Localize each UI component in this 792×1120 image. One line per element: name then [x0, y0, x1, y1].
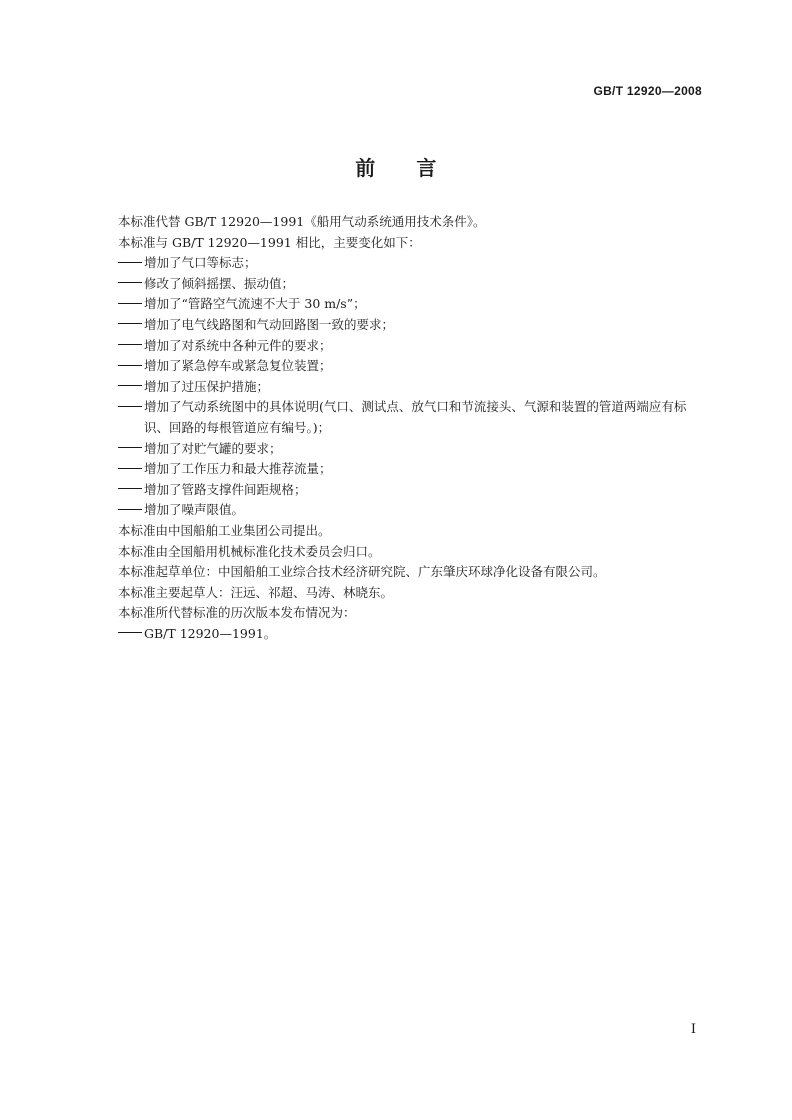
- list-item-text: 增加了工作压力和最大推荐流量；: [144, 461, 332, 477]
- list-item-text: 修改了倾斜摇摆、振动值；: [144, 275, 295, 291]
- closing-paragraph: 本标准所代替标准的历次版本发布情况为：: [118, 605, 356, 621]
- intro-paragraph: 本标准代替 GB/T 12920—1991《船用气动系统通用技术条件》。: [118, 214, 486, 229]
- list-item: [118, 315, 708, 336]
- list-item: [118, 294, 708, 315]
- page-number: I: [690, 1022, 696, 1037]
- dash-marker: [118, 274, 144, 295]
- list-item: [118, 459, 708, 480]
- list-item-text: 增加了对贮气罐的要求；: [144, 440, 282, 456]
- list-item-text: 增加了气口等标志；: [144, 255, 257, 271]
- closing-paragraph: 本标准由全国船用机械标准化技术委员会归口。: [118, 543, 381, 559]
- standard-number: GB/T 12920—2008: [593, 84, 702, 98]
- list-item-text: 增加了“管路空气流速不大于 30 m/s”；: [144, 296, 366, 312]
- list-item: [118, 274, 708, 295]
- list-item-text: 增加了管路支撑件间距规格；: [144, 481, 307, 497]
- list-item: [118, 624, 708, 645]
- intro-paragraph: 本标准与 GB/T 12920—1991 相比，主要变化如下：: [118, 234, 421, 250]
- list-item: [118, 439, 708, 460]
- dash-marker: [118, 397, 144, 438]
- dash-marker: [118, 336, 144, 357]
- dash-marker: [118, 439, 144, 460]
- page-title: 前 言: [355, 156, 437, 180]
- dash-marker: [118, 500, 144, 521]
- list-item-text: 增加了气动系统图中的具体说明(气口、测试点、放气口和节流接头、气源和装置的管道两端应有标识、回路的每根管道应有编号。)；: [144, 399, 687, 435]
- dash-marker: [118, 315, 144, 336]
- list-item: [118, 377, 708, 398]
- list-item: [118, 480, 708, 501]
- dash-marker: [118, 459, 144, 480]
- dash-marker: [118, 294, 144, 315]
- dash-marker: [118, 624, 144, 645]
- list-item: [118, 336, 708, 357]
- foreword-body: [118, 212, 708, 644]
- dash-marker: [118, 377, 144, 398]
- list-item-text: 增加了紧急停车或紧急复位装置；: [144, 358, 332, 374]
- list-item: [118, 500, 708, 521]
- list-item-text: 增加了噪声限值。: [144, 502, 245, 518]
- closing-paragraph: 本标准主要起草人：汪远、祁超、马涛、林晓东。: [118, 584, 394, 600]
- dash-marker: [118, 253, 144, 274]
- list-item: [118, 397, 708, 438]
- closing-paragraph: 本标准由中国船舶工业集团公司提出。: [118, 522, 331, 538]
- closing-paragraph: 本标准起草单位：中国船舶工业综合技术经济研究院、广东肇庆环球净化设备有限公司。: [118, 564, 606, 580]
- list-item: [118, 253, 708, 274]
- dash-marker: [118, 480, 144, 501]
- list-item-text: GB/T 12920—1991。: [144, 625, 277, 641]
- dash-marker: [118, 356, 144, 377]
- list-item-text: 增加了电气线路图和气动回路图一致的要求；: [144, 316, 395, 332]
- list-item-text: 增加了对系统中各种元件的要求；: [144, 337, 332, 353]
- list-item: [118, 356, 708, 377]
- list-item-text: 增加了过压保护措施；: [144, 378, 270, 394]
